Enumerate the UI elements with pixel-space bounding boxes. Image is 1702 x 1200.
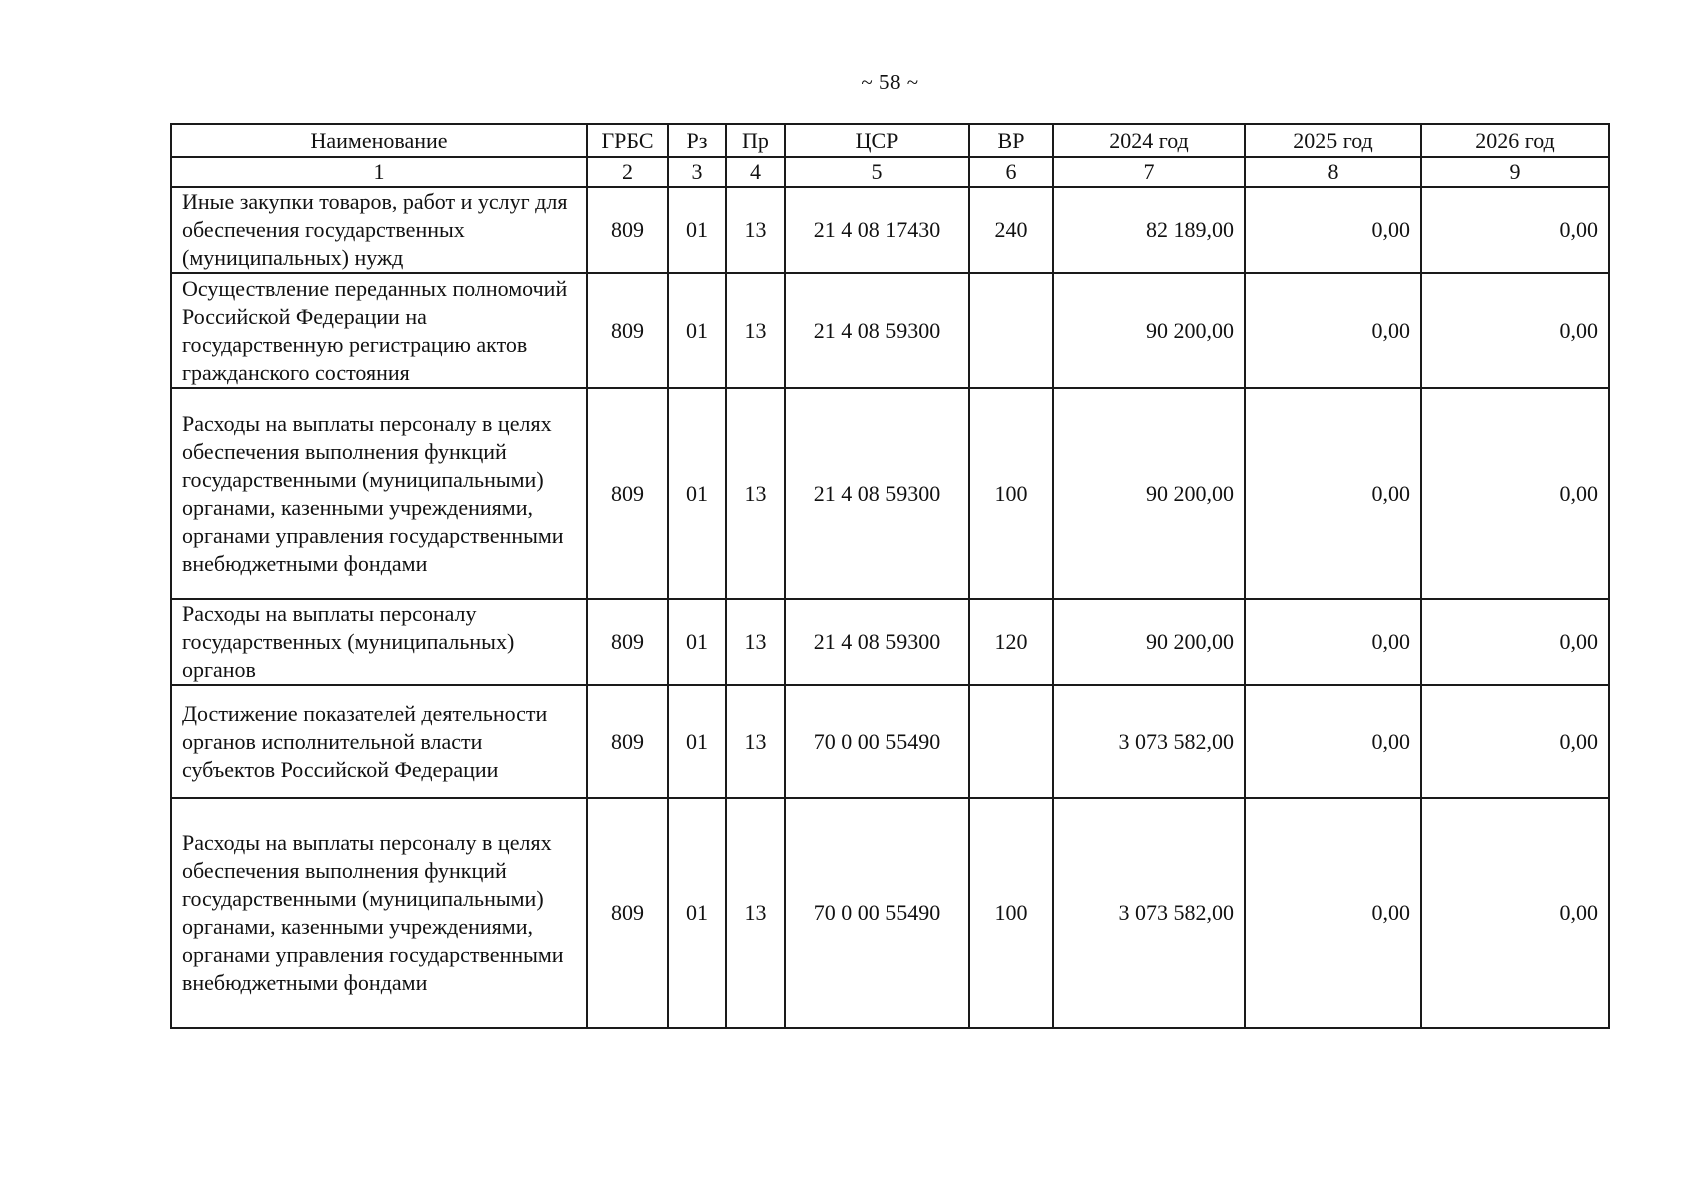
column-number: 5 <box>785 157 969 187</box>
row-2026: 0,00 <box>1421 798 1609 1028</box>
row-csr: 21 4 08 59300 <box>785 273 969 388</box>
row-pr: 13 <box>726 388 785 599</box>
row-2024: 90 200,00 <box>1053 388 1245 599</box>
row-grbs: 809 <box>587 187 668 273</box>
budget-table <box>170 123 1610 1029</box>
row-pr: 13 <box>726 187 785 273</box>
row-grbs: 809 <box>587 798 668 1028</box>
row-2026: 0,00 <box>1421 273 1609 388</box>
row-grbs: 809 <box>587 388 668 599</box>
row-2024: 3 073 582,00 <box>1053 798 1245 1028</box>
row-2026: 0,00 <box>1421 599 1609 685</box>
row-pr: 13 <box>726 599 785 685</box>
row-vr: 100 <box>969 388 1053 599</box>
row-csr: 21 4 08 17430 <box>785 187 969 273</box>
row-name: Расходы на выплаты персоналу в целях обеспечения выполнения функций государственными (муниципальными) органами, казенными учреждениями, органами управления государственными внебюджетными фондами <box>171 388 587 599</box>
row-2026: 0,00 <box>1421 187 1609 273</box>
table-row <box>171 273 1609 388</box>
header-rz: Рз <box>668 124 726 157</box>
row-rz: 01 <box>668 685 726 798</box>
row-rz: 01 <box>668 273 726 388</box>
row-name: Расходы на выплаты персоналу государственных (муниципальных) органов <box>171 599 587 685</box>
row-2024: 82 189,00 <box>1053 187 1245 273</box>
row-grbs: 809 <box>587 685 668 798</box>
header-name: Наименование <box>171 124 587 157</box>
row-grbs: 809 <box>587 599 668 685</box>
row-2026: 0,00 <box>1421 685 1609 798</box>
row-2024: 90 200,00 <box>1053 273 1245 388</box>
column-number-row <box>171 157 1609 187</box>
header-2025: 2025 год <box>1245 124 1421 157</box>
row-rz: 01 <box>668 798 726 1028</box>
row-pr: 13 <box>726 798 785 1028</box>
column-number: 8 <box>1245 157 1421 187</box>
column-number: 2 <box>587 157 668 187</box>
header-grbs: ГРБС <box>587 124 668 157</box>
row-2025: 0,00 <box>1245 388 1421 599</box>
row-name: Достижение показателей деятельности органов исполнительной власти субъектов Российской Федерации <box>171 685 587 798</box>
header-csr: ЦСР <box>785 124 969 157</box>
column-number: 1 <box>171 157 587 187</box>
row-csr: 21 4 08 59300 <box>785 388 969 599</box>
column-number: 3 <box>668 157 726 187</box>
table-row <box>171 599 1609 685</box>
row-vr: 240 <box>969 187 1053 273</box>
row-rz: 01 <box>668 599 726 685</box>
row-csr: 70 0 00 55490 <box>785 685 969 798</box>
row-rz: 01 <box>668 388 726 599</box>
header-2024: 2024 год <box>1053 124 1245 157</box>
page-number: ~ 58 ~ <box>861 70 919 94</box>
row-pr: 13 <box>726 273 785 388</box>
row-vr: 100 <box>969 798 1053 1028</box>
table-row <box>171 798 1609 1028</box>
row-2025: 0,00 <box>1245 798 1421 1028</box>
header-pr: Пр <box>726 124 785 157</box>
row-2025: 0,00 <box>1245 187 1421 273</box>
row-name: Осуществление переданных полномочий Российской Федерации на государственную регистрацию актов гражданского состояния <box>171 273 587 388</box>
row-2025: 0,00 <box>1245 685 1421 798</box>
row-rz: 01 <box>668 187 726 273</box>
row-2025: 0,00 <box>1245 599 1421 685</box>
row-vr: 120 <box>969 599 1053 685</box>
row-2026: 0,00 <box>1421 388 1609 599</box>
row-2024: 90 200,00 <box>1053 599 1245 685</box>
row-vr <box>969 685 1053 798</box>
row-pr: 13 <box>726 685 785 798</box>
row-grbs: 809 <box>587 273 668 388</box>
header-row <box>171 124 1609 157</box>
row-csr: 70 0 00 55490 <box>785 798 969 1028</box>
header-2026: 2026 год <box>1421 124 1609 157</box>
row-name: Иные закупки товаров, работ и услуг для обеспечения государственных (муниципальных) нужд <box>171 187 587 273</box>
row-csr: 21 4 08 59300 <box>785 599 969 685</box>
table-row <box>171 685 1609 798</box>
header-vr: ВР <box>969 124 1053 157</box>
row-2024: 3 073 582,00 <box>1053 685 1245 798</box>
table-row <box>171 187 1609 273</box>
row-vr <box>969 273 1053 388</box>
table-row <box>171 388 1609 599</box>
column-number: 6 <box>969 157 1053 187</box>
row-name: Расходы на выплаты персоналу в целях обеспечения выполнения функций государственными (муниципальными) органами, казенными учреждениями, органами управления государственными внебюджетными фондами <box>171 798 587 1028</box>
row-2025: 0,00 <box>1245 273 1421 388</box>
column-number: 9 <box>1421 157 1609 187</box>
column-number: 4 <box>726 157 785 187</box>
column-number: 7 <box>1053 157 1245 187</box>
